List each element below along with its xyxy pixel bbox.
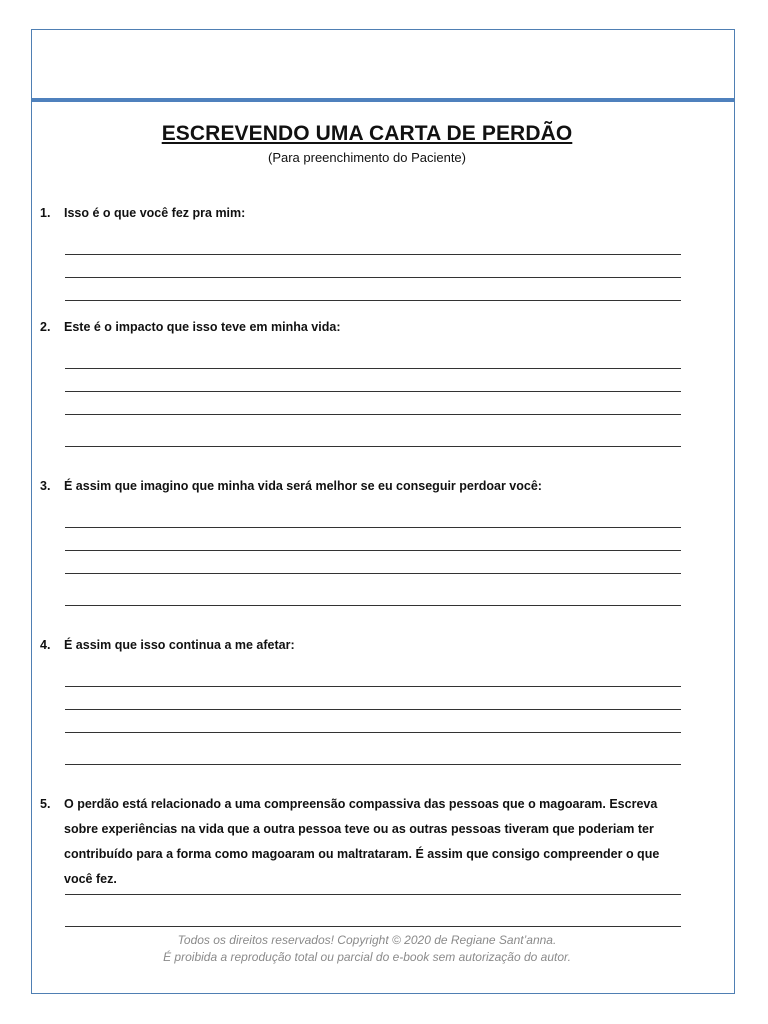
reproduction-notice: É proibida a reprodução total ou parcial do e-book sem autorização do autor. — [163, 950, 571, 964]
answer-line[interactable] — [65, 391, 681, 392]
answer-line[interactable] — [65, 414, 681, 415]
page-frame — [31, 29, 735, 994]
document-subtitle: (Para preenchimento do Paciente) — [267, 150, 466, 165]
answer-line[interactable] — [65, 686, 681, 687]
answer-line[interactable] — [65, 550, 681, 551]
question-5 — [40, 792, 690, 892]
question-4 — [40, 633, 690, 658]
question-text: Este é o impacto que isso teve em minha vida: — [64, 320, 341, 334]
header-band — [32, 30, 734, 102]
copyright-footer — [32, 932, 702, 966]
answer-line[interactable] — [65, 605, 681, 606]
answer-line[interactable] — [65, 368, 681, 369]
answer-line[interactable] — [65, 446, 681, 447]
question-number: 2. — [40, 320, 51, 334]
question-text: É assim que isso continua a me afetar: — [64, 638, 295, 652]
answer-line[interactable] — [65, 527, 681, 528]
question-number: 5. — [40, 797, 51, 811]
answer-line[interactable] — [65, 764, 681, 765]
question-number: 4. — [40, 638, 51, 652]
answer-line[interactable] — [65, 926, 681, 927]
question-number: 1. — [40, 206, 51, 220]
question-text: Isso é o que você fez pra mim: — [64, 206, 246, 220]
question-text: É assim que imagino que minha vida será melhor se eu conseguir perdoar você: — [64, 479, 542, 493]
answer-line[interactable] — [65, 573, 681, 574]
document-title: ESCREVENDO UMA CARTA DE PERDÃO — [161, 122, 573, 145]
answer-line[interactable] — [65, 254, 681, 255]
answer-line[interactable] — [65, 709, 681, 710]
answer-line[interactable] — [65, 277, 681, 278]
answer-line[interactable] — [65, 300, 681, 301]
question-text: O perdão está relacionado a uma compreensão compassiva das pessoas que o magoaram. Escreva sobre experiências na vida que a outra pessoa teve ou as outras pessoas tiveram que poderiam ter contribuído para a forma como magoaram ou maltrataram. É assim que consigo compreender o que você fez. — [64, 797, 660, 886]
copyright-line: Todos os direitos reservados! Copyright © 2020 de Regiane Sant’anna. — [177, 933, 557, 947]
question-3 — [40, 474, 690, 499]
question-2 — [40, 315, 690, 340]
question-number: 3. — [40, 479, 51, 493]
answer-line[interactable] — [65, 894, 681, 895]
question-1 — [40, 201, 690, 226]
answer-line[interactable] — [65, 732, 681, 733]
